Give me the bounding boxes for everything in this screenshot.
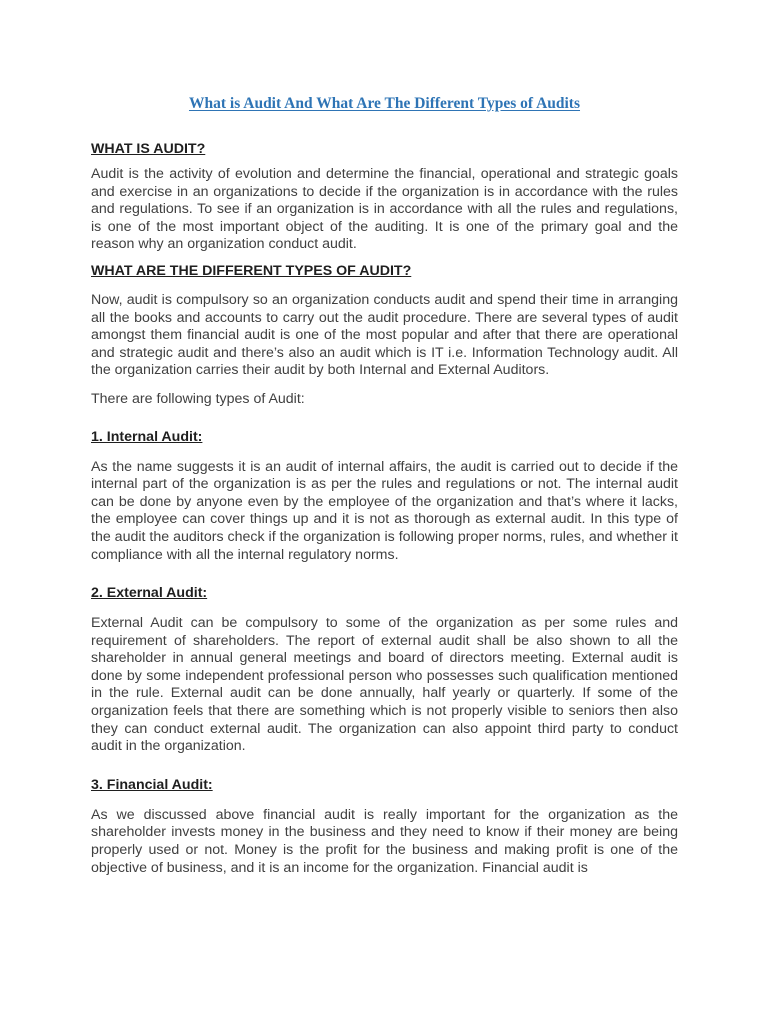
paragraph-types-of-audit: Now, audit is compulsory so an organization conducts audit and spend their time in arranging all the books and accounts to carry out the audit procedure. There are several types of audit amongst them financial audit is one of the most popular and after that there are operational and strategic audit and there’s also an audit which is IT i.e. Information Technology audit. All the organization carries their audit by both Internal and External Auditors.	[91, 291, 678, 379]
paragraph-financial-audit: As we discussed above financial audit is really important for the organization as the shareholder invests money in the business and they need to know if their money are being properly used or not. Money is the profit for the business and making profit is one of the objective of business, and it is an income for the organization. Financial audit is	[91, 806, 678, 876]
paragraph-what-is-audit: Audit is the activity of evolution and determine the financial, operational and strategic goals and exercise in an organizations to decide if the organization is in accordance with the rules and regulations. To see if an organization is in accordance with all the rules and regulations, is one of the most important object of the auditing. It is one of the primary goal and the reason why an organization conduct audit.	[91, 166, 678, 253]
document-page	[91, 0, 678, 877]
section-heading-types-of-audit: WHAT ARE THE DIFFERENT TYPES OF AUDIT?	[91, 262, 412, 279]
paragraph-internal-audit: As the name suggests it is an audit of internal affairs, the audit is carried out to decide if the internal part of the organization is as per the rules and regulations or not. The internal audit can be done by anyone even by the employee of the organization and that’s where it lacks, the employee can cover things up and it is not as thorough as external audit. In this type of the audit the auditors check if the organization is following proper norms, rules, and whether it compliance with all the internal regulatory norms.	[91, 458, 678, 563]
document-title: What is Audit And What Are The Different Types of Audits	[188, 95, 581, 112]
section-heading-external-audit: 2. External Audit:	[91, 585, 208, 602]
section-heading-internal-audit: 1. Internal Audit:	[91, 428, 203, 445]
section-heading-what-is-audit: WHAT IS AUDIT?	[91, 141, 206, 157]
paragraph-types-intro: There are following types of Audit:	[91, 390, 305, 407]
section-heading-financial-audit: 3. Financial Audit:	[91, 776, 213, 793]
paragraph-external-audit: External Audit can be compulsory to some of the organization as per some rules and requirement of shareholders. The report of external audit shall be also shown to all the shareholder in annual general meetings and board of directors meeting. External audit is done by some independent professional person who possesses such qualification mentioned in the rule. External audit can be done annually, half yearly or quarterly. If some of the organization feels that there are something which is not properly visible to seniors then also they can conduct external audit. The organization can also appoint third party to conduct audit in the organization.	[91, 615, 678, 755]
